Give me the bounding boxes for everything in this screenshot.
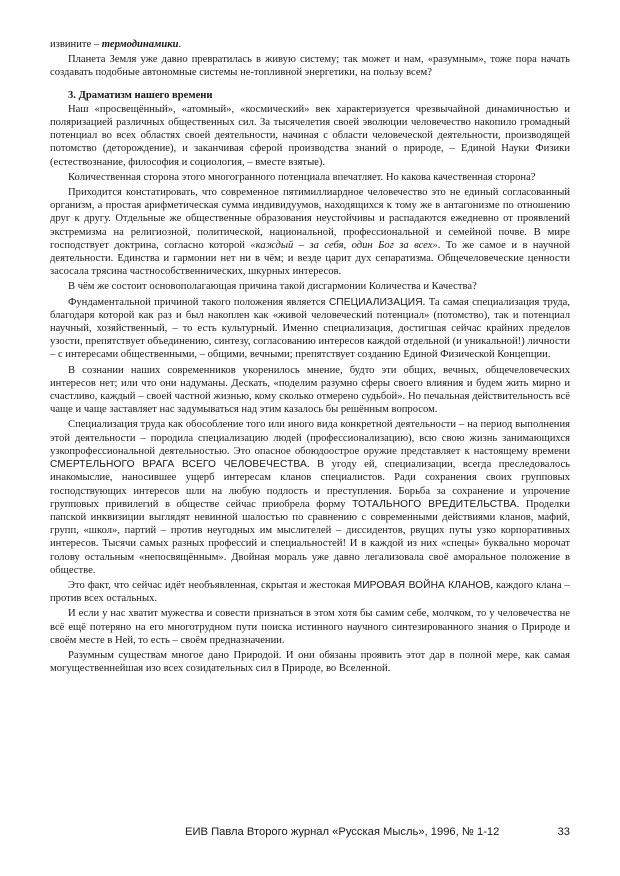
paragraph: В чём же состоит основополагающая причина такой дисгармонии Количества и Качества? bbox=[68, 281, 477, 293]
paragraph: Специализация труда как обособление того или иного вида конкретной деятельности – на период выполнения этой деятельности – породила специализацию людей (профессионализацию), всю свою жизнь занимающихся узкопрофессиональной деятельностью. Это опасное обоюдоострое оружие представляет к настоящему времени СМЕРТЕЛЬНОГО ВРАГА ВСЕГО ЧЕЛОВЕЧЕСТВА. В угоду ей, специализации, всегда преследовалось инакомыслие, наносившее ущерб интересам кланов специалистов. Ради сохранения своих групповых господствующих интересов шли на любую подлость и преступления. Борьба за сохранение и упрочение групповых привилегий в обществе сейчас приобрела форму ТОТАЛЬНОГО ВРЕДИТЕЛЬСТВА. Проделки папской инквизиции выглядят невинной шалостью по сравнению с современными действиями кланов, мафий, групп, «школ», партий – против неугодных им мыслителей – диссидентов, рвущих путы узко корпоративных интересов. Тысячи самых разных профессий и специальностей! И в каждой из них «спецы» буквально морочат голову остальным «непосвящённым». Двойная мораль уже давно легализовала своё аморальное положение в обществе. bbox=[50, 419, 571, 576]
emphasis-term: термодинамики bbox=[101, 39, 179, 50]
paragraph: Наш «просвещённый», «атомный», «космический» век характеризуется чрезвычайной динамичностью и поляризацией различных общественных сил. За тысячелетия своей эволюции человечество накопило громадный потенциал во всех областях своей деятельности, начиная с области человеческой деятельности, производящей потомство (деторождение), и заканчивая сферой производства знаний о природе, – Единой Науки Физики (естествознание, философия и социология, – вместе взятые). bbox=[50, 103, 570, 168]
paragraph: В сознании наших современников укоренилось мнение, будто эти общих, вечных, общечеловеческих интересов нет; или что они надуманы. Дескать, «поделим разумно сферы своего влияния и будем жить мирно и счастливо, каждый – своей частной жизнью, кому сколько отмерено судьбой». Но печальная действительность всё чаще и чаще заставляет нас задумываться над этим казалось бы решённым вопросом. bbox=[50, 364, 570, 416]
paragraph: И если у нас хватит мужества и совести признаться в этом хотя бы самим себе, молчком, то у человечества не всё ещё потеряно на его многотрудном пути поиска истинного научного синтезированного знания о Природе и своём месте в Ней, то есть – своём предназначении. bbox=[50, 608, 570, 646]
caps-term: СМЕРТЕЛЬНОГО ВРАГА ВСЕГО ЧЕЛОВЕЧЕСТВА bbox=[50, 459, 307, 471]
journal-citation: ЕИВ Павла Второго журнал «Русская Мысль», 1996, № 1-12 bbox=[185, 826, 500, 838]
caps-term: МИРОВАЯ ВОЙНА КЛАНОВ bbox=[353, 579, 491, 591]
quoted-doctrine: «каждый – за себя, один Бог за всех» bbox=[250, 239, 438, 251]
paragraph-continuation: извините – термодинамики. bbox=[50, 39, 182, 50]
section-heading: 3. Драматизм нашего времени bbox=[68, 89, 213, 101]
caps-term: ТОТАЛЬНОГО ВРЕДИТЕЛЬСТВА bbox=[352, 498, 517, 510]
article-body bbox=[50, 38, 570, 675]
paragraph: Планета Земля уже давно превратилась в живую систему; так может и нам, «разумным», тоже пора начать создавать подобные автономные системы не-топливной энергетики, на пользу всем? bbox=[50, 54, 570, 79]
paragraph: Разумным существам многое дано Природой. И они обязаны проявить этот дар в полной мере, как самая могущественнейшая изо всех созидательных сил в Природе, во Вселенной. bbox=[50, 649, 570, 675]
caps-term: СПЕЦИАЛИЗАЦИЯ bbox=[328, 296, 423, 308]
paragraph: Количественная сторона этого многогранного потенциала впечатляет. Но какова качественная сторона? bbox=[68, 171, 536, 183]
paragraph: Это факт, что сейчас идёт необъявленная, скрытая и жестокая МИРОВАЯ ВОЙНА КЛАНОВ, каждого клана – против всех остальных. bbox=[50, 579, 570, 605]
page-number: 33 bbox=[557, 826, 570, 838]
page-footer bbox=[185, 826, 570, 838]
paragraph: Фундаментальной причиной такого положения является СПЕЦИАЛИЗАЦИЯ. Та самая специализация труда, благодаря которой как раз и был накоплен как «живой человеческий потенциал» (потомство), так и потенциал научный, хозяйственный, – то есть культурный. Именно специализация, достигшая сейчас крайних пределов узости, препятствует объединению, синтезу, согласованию интересов каждой отдельной (и уникальной!) личности – с интересами общественными, – общими, вечными; препятствует созданию Единой Физической Концепции. bbox=[50, 296, 570, 361]
paragraph: Приходится констатировать, что современное пятимиллиардное человечество это не единый согласованный организм, а простая арифметическая сумма индивидуумов, находящихся к тому же в антагонизме по отношению друг к другу. Отдельные же общественные образования неустойчивы и распадаются ежедневно от проявлений экстремизма на религиозной, политической, национальной, профессиональной и семейной почве. В мире господствует доктрина, согласно которой «каждый – за себя, один Бог за всех». То же самое и в научной деятельности. Единства и гармонии нет ни в чём; и везде царит дух сепаратизма. Общечеловеческие ценности засосала трясина частнособственнических, шкурных интересов. bbox=[50, 187, 570, 278]
